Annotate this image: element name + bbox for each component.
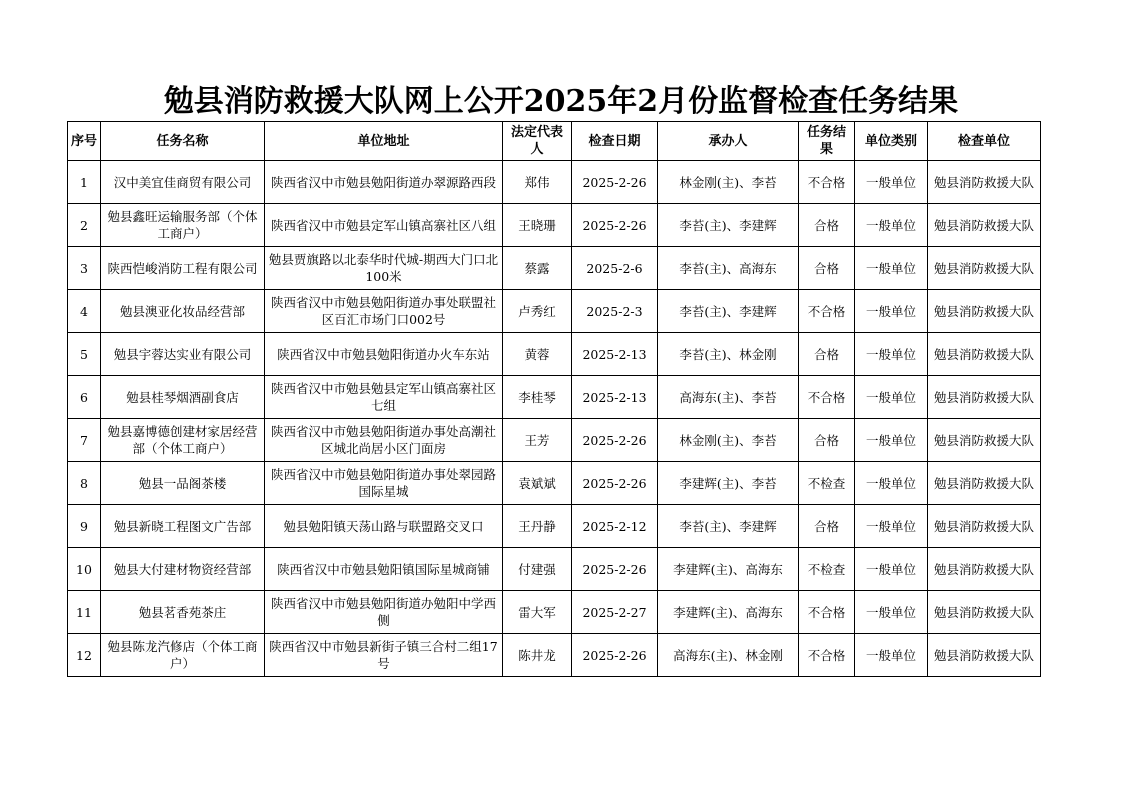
cell-task-name: 勉县鑫旺运输服务部（个体工商户） [101,204,265,247]
cell-index: 1 [68,161,101,204]
cell-category: 一般单位 [855,247,928,290]
cell-inspector: 勉县消防救援大队 [928,634,1041,677]
cell-category: 一般单位 [855,591,928,634]
table-row [68,634,1041,677]
cell-date: 2025-2-13 [572,333,658,376]
table-row [68,247,1041,290]
cell-category: 一般单位 [855,161,928,204]
cell-inspector: 勉县消防救援大队 [928,591,1041,634]
cell-handler: 李建辉(主)、高海东 [658,548,799,591]
cell-task-name: 汉中美宜佳商贸有限公司 [101,161,265,204]
cell-task-name: 勉县新晓工程图文广告部 [101,505,265,548]
cell-index: 11 [68,591,101,634]
cell-handler: 李苔(主)、李建辉 [658,204,799,247]
cell-address: 陕西省汉中市勉县勉县定军山镇高寨社区七组 [265,376,503,419]
table-row [68,333,1041,376]
cell-task-name: 勉县宇蓉达实业有限公司 [101,333,265,376]
cell-task-name: 陕西恺峻消防工程有限公司 [101,247,265,290]
cell-category: 一般单位 [855,505,928,548]
page-title: 勉县消防救援大队网上公开2025年2月份监督检查任务结果 [163,84,959,119]
cell-address: 陕西省汉中市勉县勉阳街道办翠源路西段 [265,161,503,204]
cell-handler: 李苔(主)、李建辉 [658,505,799,548]
cell-task-name: 勉县桂琴烟酒副食店 [101,376,265,419]
cell-task-name: 勉县大付建材物资经营部 [101,548,265,591]
cell-index: 6 [68,376,101,419]
cell-address: 陕西省汉中市勉县勉阳街道办事处联盟社区百汇市场门口002号 [265,290,503,333]
cell-task-name: 勉县澳亚化妆品经营部 [101,290,265,333]
cell-date: 2025-2-26 [572,634,658,677]
cell-address: 勉县勉阳镇天荡山路与联盟路交叉口 [265,505,503,548]
cell-category: 一般单位 [855,204,928,247]
cell-address: 陕西省汉中市勉县定军山镇高寨社区八组 [265,204,503,247]
cell-inspector: 勉县消防救援大队 [928,290,1041,333]
cell-date: 2025-2-26 [572,204,658,247]
header-category: 单位类别 [855,122,928,161]
cell-address: 勉县贾旗路以北泰华时代城-期西大门口北100米 [265,247,503,290]
cell-category: 一般单位 [855,333,928,376]
cell-inspector: 勉县消防救援大队 [928,548,1041,591]
cell-address: 陕西省汉中市勉县勉阳街道办勉阳中学西侧 [265,591,503,634]
cell-legal-rep: 王芳 [503,419,572,462]
cell-date: 2025-2-26 [572,462,658,505]
cell-handler: 高海东(主)、李苔 [658,376,799,419]
cell-index: 8 [68,462,101,505]
cell-handler: 李苔(主)、李建辉 [658,290,799,333]
cell-handler: 李建辉(主)、李苔 [658,462,799,505]
cell-legal-rep: 付建强 [503,548,572,591]
table-row [68,591,1041,634]
table-row [68,462,1041,505]
cell-result: 合格 [799,247,855,290]
cell-date: 2025-2-3 [572,290,658,333]
cell-address: 陕西省汉中市勉县新街子镇三合村二组17号 [265,634,503,677]
cell-result: 合格 [799,419,855,462]
header-task-name: 任务名称 [101,122,265,161]
cell-date: 2025-2-26 [572,548,658,591]
cell-handler: 李苔(主)、林金刚 [658,333,799,376]
cell-category: 一般单位 [855,419,928,462]
cell-address: 陕西省汉中市勉县勉阳街道办火车东站 [265,333,503,376]
cell-index: 4 [68,290,101,333]
header-date: 检查日期 [572,122,658,161]
cell-legal-rep: 王晓珊 [503,204,572,247]
header-address: 单位地址 [265,122,503,161]
cell-date: 2025-2-13 [572,376,658,419]
cell-legal-rep: 蔡露 [503,247,572,290]
cell-result: 不合格 [799,634,855,677]
cell-task-name: 勉县茗香苑茶庄 [101,591,265,634]
cell-legal-rep: 郑伟 [503,161,572,204]
cell-result: 不合格 [799,591,855,634]
cell-address: 陕西省汉中市勉县勉阳街道办事处高潮社区城北尚居小区门面房 [265,419,503,462]
cell-date: 2025-2-12 [572,505,658,548]
cell-inspector: 勉县消防救援大队 [928,462,1041,505]
cell-legal-rep: 陈井龙 [503,634,572,677]
cell-result: 合格 [799,204,855,247]
header-inspector: 检查单位 [928,122,1041,161]
cell-result: 合格 [799,505,855,548]
table-row [68,419,1041,462]
cell-address: 陕西省汉中市勉县勉阳街道办事处翠园路国际星城 [265,462,503,505]
cell-inspector: 勉县消防救援大队 [928,376,1041,419]
cell-handler: 李苔(主)、高海东 [658,247,799,290]
cell-category: 一般单位 [855,462,928,505]
cell-date: 2025-2-27 [572,591,658,634]
cell-result: 不检查 [799,548,855,591]
cell-inspector: 勉县消防救援大队 [928,161,1041,204]
cell-result: 合格 [799,333,855,376]
inspection-results-table [67,121,1041,677]
cell-index: 2 [68,204,101,247]
cell-category: 一般单位 [855,290,928,333]
cell-date: 2025-2-26 [572,161,658,204]
cell-result: 不合格 [799,290,855,333]
cell-handler: 林金刚(主)、李苔 [658,419,799,462]
header-index: 序号 [68,122,101,161]
cell-result: 不合格 [799,376,855,419]
cell-result: 不检查 [799,462,855,505]
cell-inspector: 勉县消防救援大队 [928,247,1041,290]
cell-legal-rep: 李桂琴 [503,376,572,419]
table-row [68,161,1041,204]
cell-index: 12 [68,634,101,677]
cell-legal-rep: 王丹静 [503,505,572,548]
cell-date: 2025-2-26 [572,419,658,462]
cell-task-name: 勉县陈龙汽修店（个体工商户） [101,634,265,677]
cell-task-name: 勉县嘉博德创建材家居经营部（个体工商户） [101,419,265,462]
cell-legal-rep: 雷大军 [503,591,572,634]
table-row [68,290,1041,333]
cell-legal-rep: 卢秀红 [503,290,572,333]
cell-inspector: 勉县消防救援大队 [928,204,1041,247]
cell-index: 9 [68,505,101,548]
cell-result: 不合格 [799,161,855,204]
cell-index: 10 [68,548,101,591]
cell-inspector: 勉县消防救援大队 [928,505,1041,548]
cell-handler: 林金刚(主)、李苔 [658,161,799,204]
table-row [68,376,1041,419]
cell-category: 一般单位 [855,634,928,677]
cell-date: 2025-2-6 [572,247,658,290]
table-row [68,505,1041,548]
cell-inspector: 勉县消防救援大队 [928,419,1041,462]
header-handler: 承办人 [658,122,799,161]
cell-index: 3 [68,247,101,290]
table-row [68,548,1041,591]
cell-index: 7 [68,419,101,462]
cell-address: 陕西省汉中市勉县勉阳镇国际星城商铺 [265,548,503,591]
header-legal-rep: 法定代表人 [503,122,572,161]
cell-handler: 高海东(主)、林金刚 [658,634,799,677]
cell-category: 一般单位 [855,376,928,419]
cell-task-name: 勉县一品阁茶楼 [101,462,265,505]
cell-inspector: 勉县消防救援大队 [928,333,1041,376]
header-result: 任务结果 [799,122,855,161]
cell-legal-rep: 袁斌斌 [503,462,572,505]
table-header-row [68,122,1041,161]
cell-index: 5 [68,333,101,376]
table-row [68,204,1041,247]
cell-category: 一般单位 [855,548,928,591]
cell-handler: 李建辉(主)、高海东 [658,591,799,634]
cell-legal-rep: 黄蓉 [503,333,572,376]
